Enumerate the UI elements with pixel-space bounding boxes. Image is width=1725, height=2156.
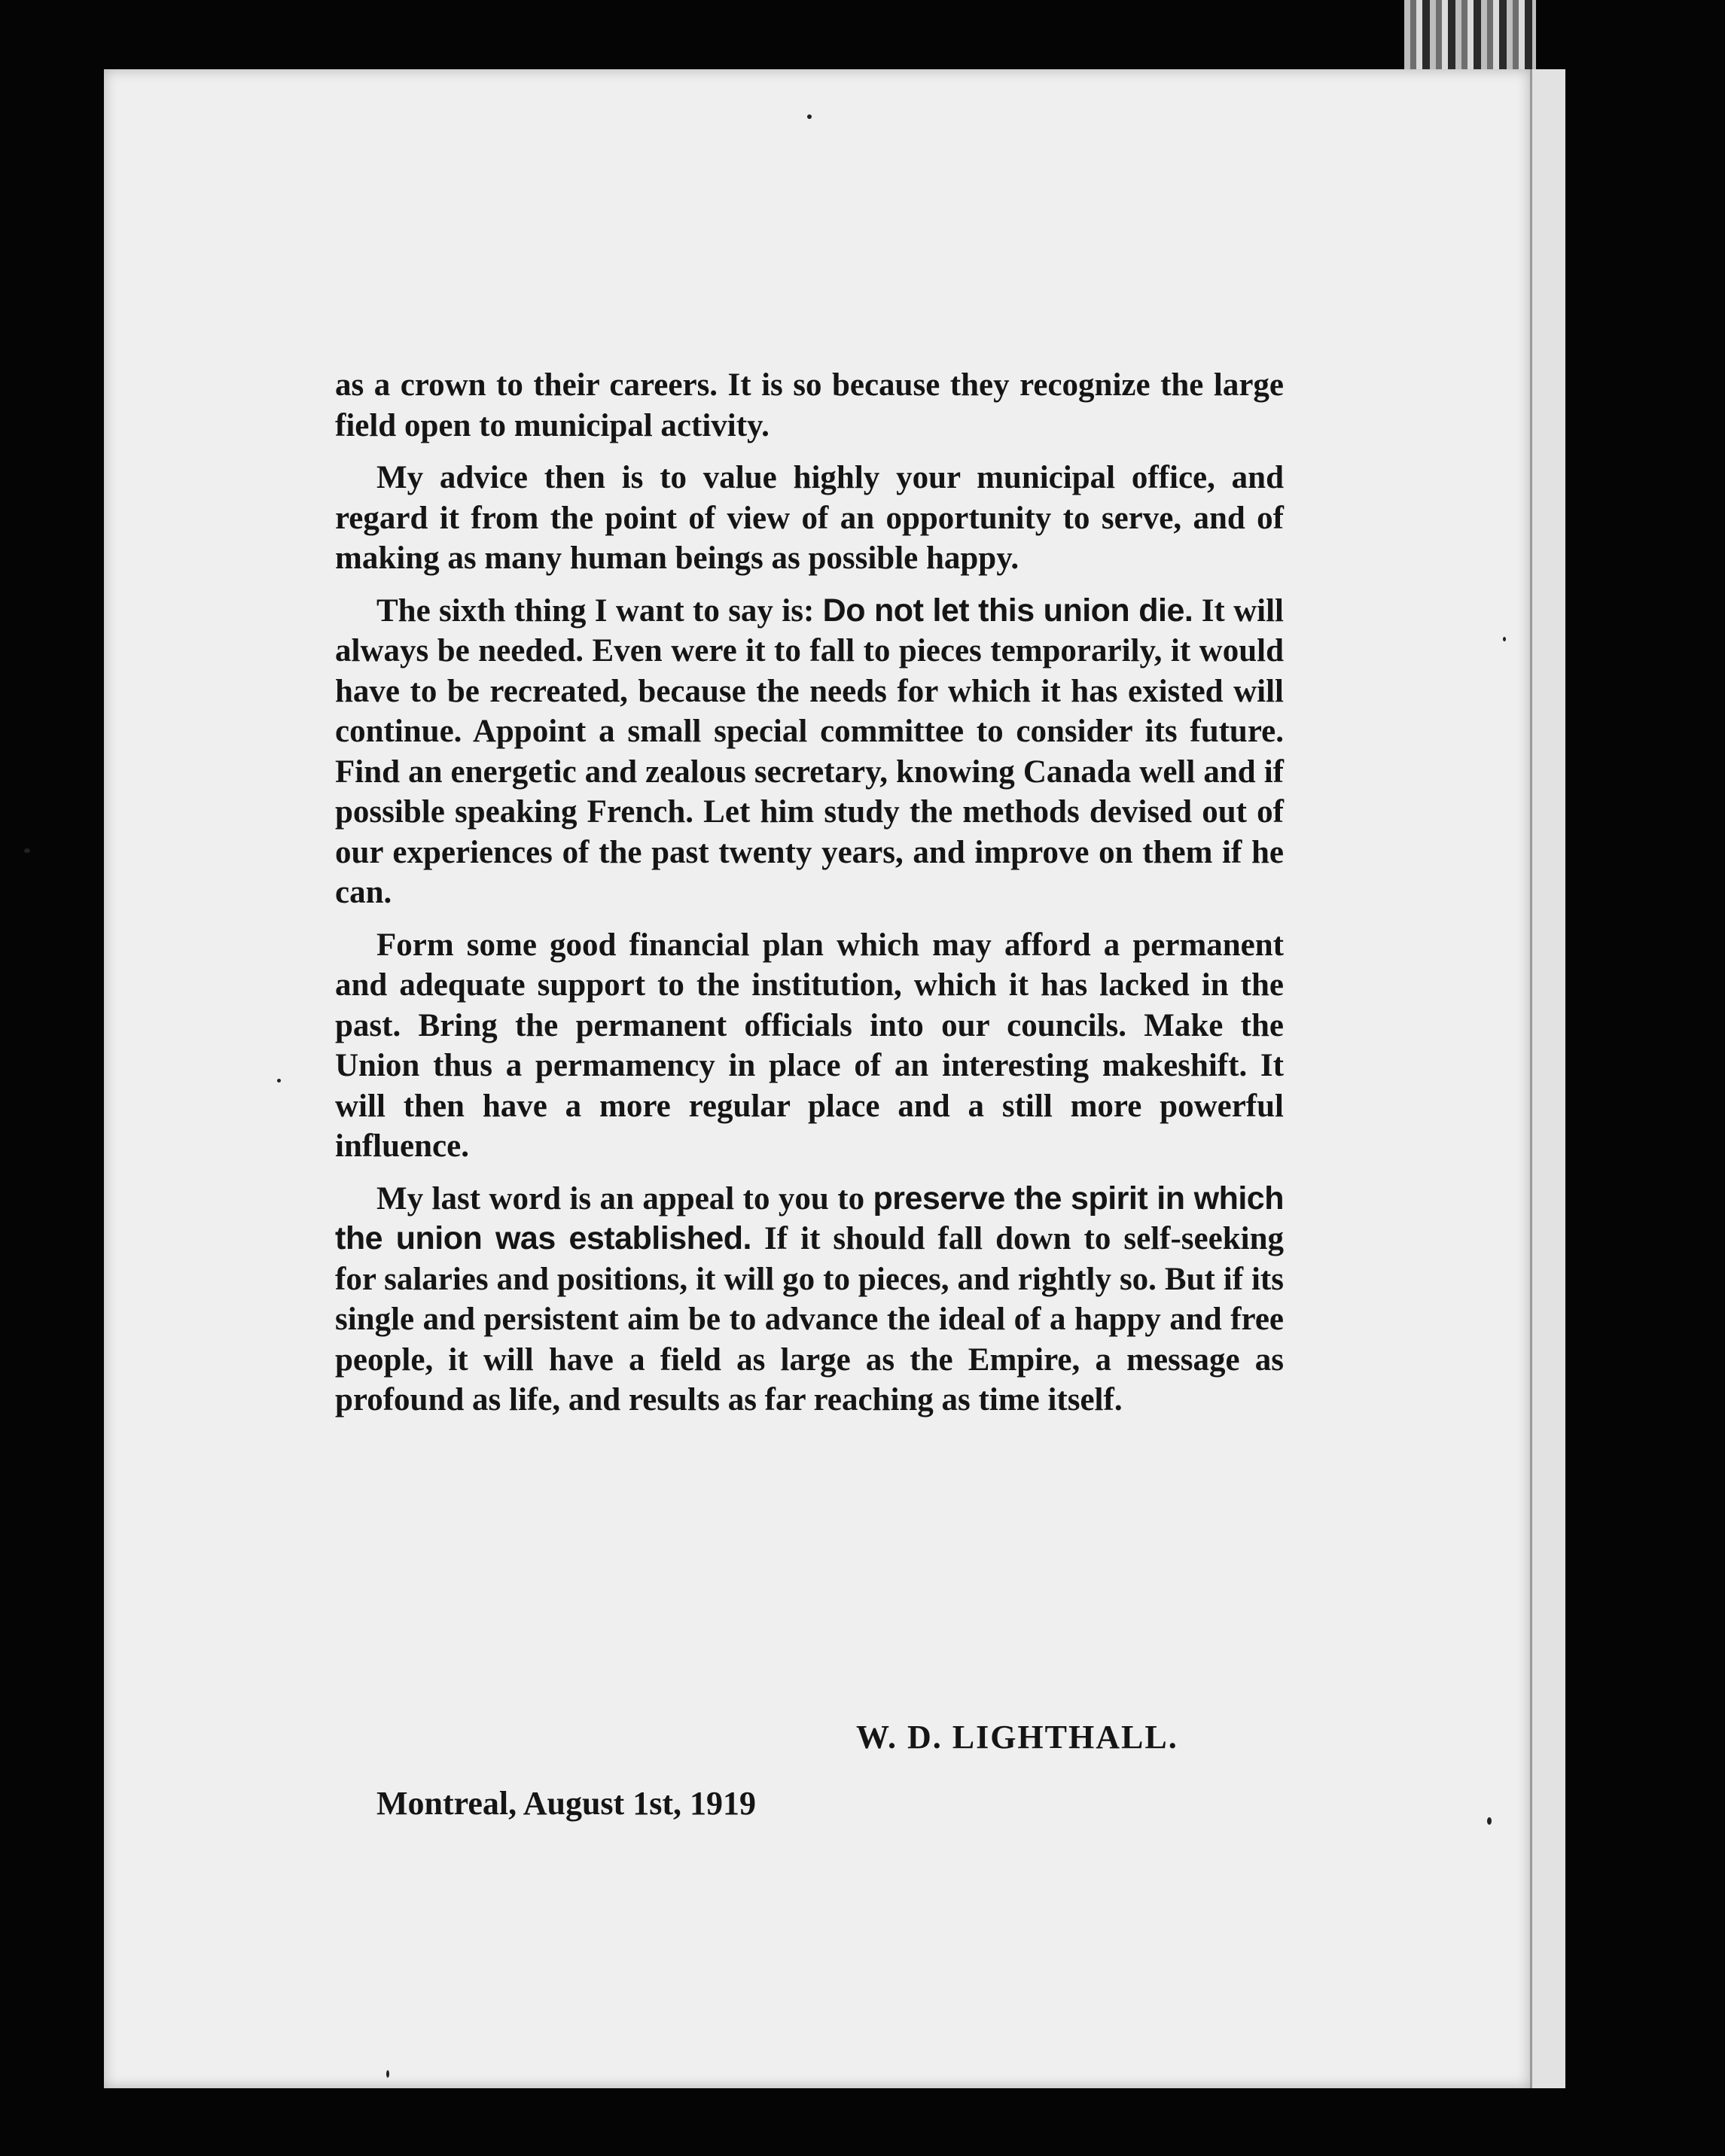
paragraph-3-text-a: The sixth thing I want to say is: [376, 592, 823, 629]
scan-speck [24, 848, 30, 853]
paragraph-4 [335, 925, 1284, 1167]
paragraph-4-text: Form some good financial plan which may afford a permanent and adequate support to the institution, which it has lacked in the past. Bring the permanent officials into our councils. Make the Union thus a permamency in place of an interesting makeshift. It will then have a more regular place and a still more powerful influence. [335, 927, 1284, 1164]
paragraph-3-emphasis: Do not let this union die. [822, 592, 1193, 629]
scan-speck [1487, 1817, 1492, 1825]
paragraph-5-emphasis: preserve the spirit in which the union was established. [335, 1180, 1284, 1256]
paragraph-2-text: My advice then is to value highly your municipal office, and regard it from the point of view of an opportunity to serve, and of making as many human beings as possible happy. [335, 460, 1284, 576]
paragraph-2 [335, 458, 1284, 579]
scan-speck [1503, 637, 1506, 641]
scan-speck [386, 2070, 389, 2078]
page-edge [1530, 69, 1565, 2088]
paragraph-3 [335, 591, 1284, 913]
paragraph-5-text-b: If it should fall down to self-seeking for salaries and positions, it will go to pieces, and rightly so. But if its single and persistent aim be to advance the ideal of a happy and free people, it will have a field as large as the Empire, a message as profound as life, and results as far reaching as time itself. [335, 1221, 1284, 1418]
paragraph-1 [335, 365, 1284, 446]
scan-speck [807, 114, 812, 119]
paragraph-3-text-b: It will always be needed. Even were it to fall to pieces temporarily, it would have to be recreated, because the needs for which it has existed will continue. Appoint a small special committee to consider its future. Find an energetic and zealous secretary, knowing Canada well and if possible speaking French. Let him study the methods devised out of our experiences of the past twenty years, and improve on them if he can. [335, 592, 1284, 910]
dateline: Montreal, August 1st, 1919 [376, 1785, 756, 1822]
signature: W. D. LIGHTHALL. [856, 1719, 1178, 1756]
paragraph-5 [335, 1179, 1284, 1421]
paragraph-1-text: as a crown to their careers. It is so because they recognize the large field open to municipal activity. [335, 367, 1284, 443]
paragraph-5-text-a: My last word is an appeal to you to [376, 1180, 873, 1217]
scan-speck [277, 1079, 281, 1083]
body-text [335, 365, 1284, 1433]
book-binding-edge [1404, 0, 1536, 69]
